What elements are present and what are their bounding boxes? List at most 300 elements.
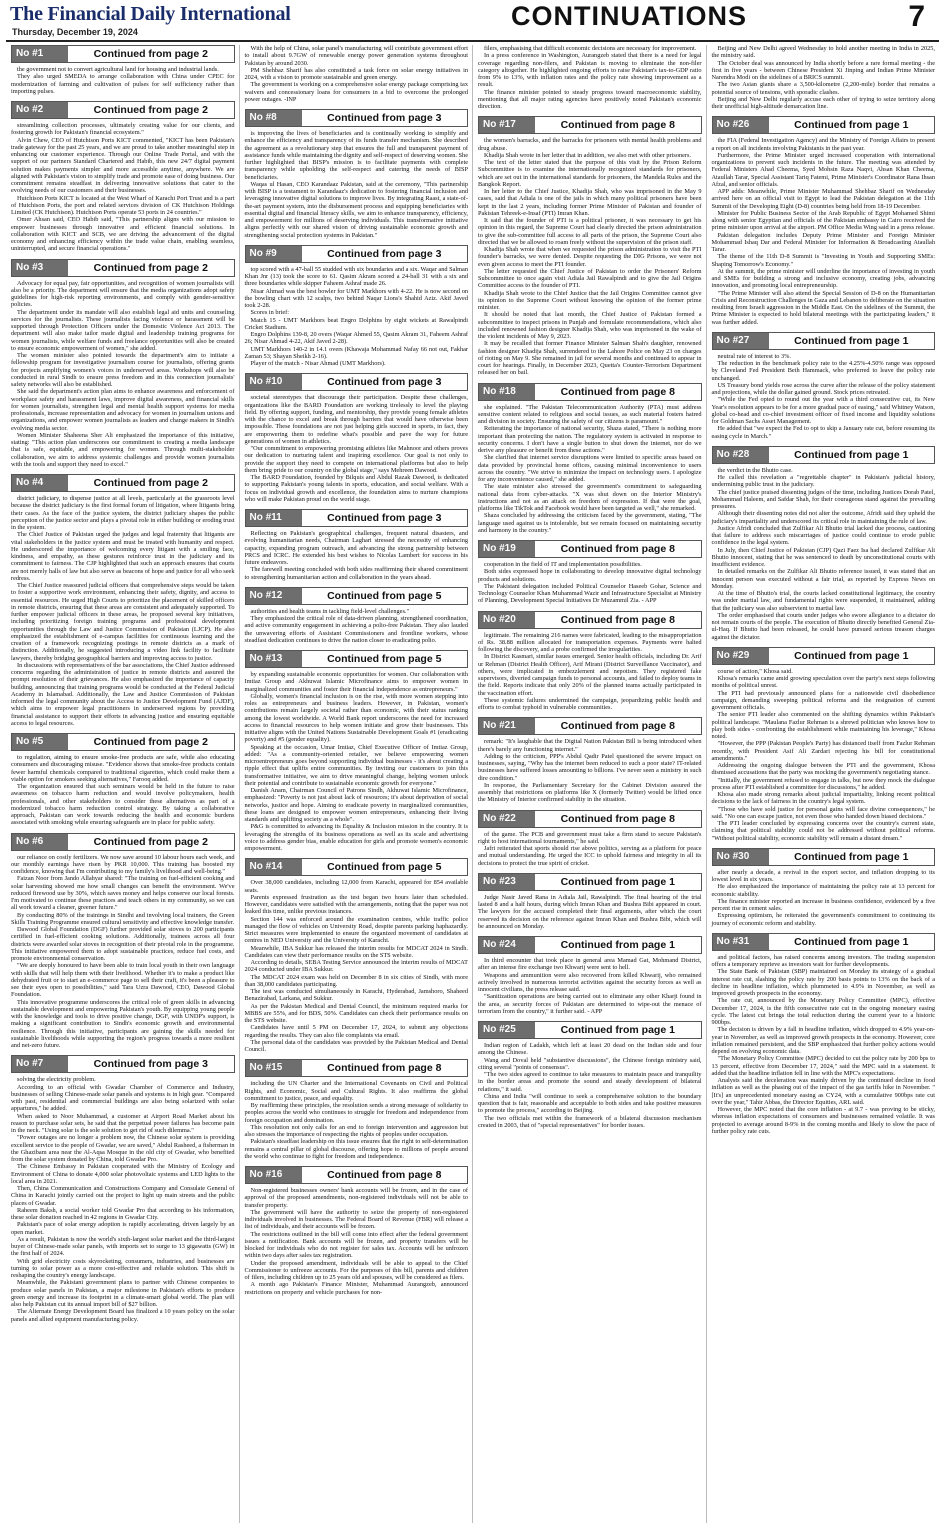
article-paragraph: Engro Dolphins 139-8, 20 overs (Waqar Ahmed 55, Qasim Akram 31, Faheem Ashraf 26; Nisar Ahmad 4-22, Akif Javed 2-28). (244, 331, 468, 346)
continuation-header (478, 611, 702, 629)
article-paragraph: He added that "we expect the Fed to opt to skip a January rate cut, before resuming its easing cycle in March." (711, 425, 935, 440)
article-paragraph: Analysts said the deceleration was mainly driven by the continued decline in food inflation as well as the phasing out of the impact of the gas tariffs hike in November. "[It's] an unprecedented monetary easing as CY24, with a cumulative 900bps rate cut over the year," Tahir Abbas, the Director Equities, ARL said. (711, 1077, 935, 1106)
article-paragraph: The organization ensured that such seminars would be held in the future to raise awareness on tobacco harm reduction and would involve policymakers, health professionals, and other stakeholders to consider these alternatives as part of a modernized tobacco harm reduction control strategy. By taking a collaborative approach, Pakistan can work towards reducing the health and economic burdens associated with smoking while ensuring safeguards are in place for public safety. (11, 783, 235, 827)
continuation-header (478, 1021, 702, 1039)
article-paragraph: P&G is committed to advancing its Equality & Inclusion mission in the country. It is leveraging the strengths of its business operations as well as its scale and advertising voice to address gender bias, enable education for girls and promote women's economic empowerment. (244, 823, 468, 852)
continuation-header (245, 858, 469, 876)
article-paragraph: course of action," Khosa said. (717, 667, 793, 675)
article-number: No #18 (479, 384, 535, 400)
continued-from-label: Continued from page 1 (560, 1024, 675, 1036)
article-paragraph: Globally, women's financial inclusion is on the rise, with more women stepping into roles as entrepreneurs and business leaders. However, in Pakistan, women's contributions remain largely societal rather than economic, with their status ranking among the lowest worldwide. A World Bank report underscores the need for increased access to financial resources to help women initiate and grow their businesses. This initiative aligns with the United Nations Sustainable Development Goals #1 (eradicating poverty) and #5 (gender equality). (244, 692, 468, 744)
article-block (478, 540, 702, 605)
article-paragraph: Weapons and ammunition were also recovered from killed Khwarij, who remained actively involved in numerous terrorist activities against the security forces as well as innocent civilians, the press release said. (478, 971, 702, 993)
continuation-header (712, 848, 936, 866)
article-paragraph: "However, the PPP (Pakistan People's Party) has distanced itself from Fazlur Rehman recently, with President Asif Ali Zardari rejecting his bill for constitutional amendments." (711, 740, 935, 762)
article-paragraph: The October deal was announced by India shortly before a rare formal meeting - the first in five years - between Chinese President Xi Jinping and Indian Prime Minister Narendra Modi on the sidelines of a BRICS summit. (711, 59, 935, 81)
continued-from-label: Continued from page 1 (794, 649, 909, 662)
article-paragraph: At the summit, the prime minister will underline the importance of investing in youth and SMEs for building a strong and inclusive economy, creating jobs, advancing innovation, and promoting local entrepreneurship. (711, 267, 935, 290)
article-paragraph: UMT Markhors 140-2 in 14.1 overs (Khawaja Mohammad Nafay 66 not out, Fakhar Zaman 53; Shayan Sheikh 2-16). (244, 345, 468, 360)
article-paragraph: "The Prime Minister will also attend the Special Session of D-8 on the Humanitarian Crisis and Reconstruction Challenges in Gaza and Lebanon to deliberate on the situation resulting from Israeli aggression in the Middle East. On the sidelines of the Summit, the Prime Minister is expected to hold bilateral meetings with the participating leaders," it was further added. (711, 289, 935, 326)
article-number: No #15 (246, 1060, 302, 1076)
article-paragraph: Under the proposed amendment, individuals will be able to appeal to the Chief Commissioner to unfreeze accounts. For the purposes of this bill, parents and children of filers, including children up to 25 years old and spouses, will be considered as filers. (244, 1259, 468, 1281)
article-number: No #23 (479, 874, 535, 890)
article-paragraph: The order emphasised that courts under judges who swore allegiance to a dictator do not remain courts of the people. The execution of Bhutto directly benefited General Zia-ul-Haq. If Bhutto had been released, he could have pursued serious treason charges against the dictator. (711, 611, 935, 641)
article-paragraph: PM Shehbaz Sharif has also constituted a task force on solar energy initiatives in 2024, with a vision to promote sustainable and green energy. (244, 66, 468, 81)
article-paragraph: Khosa's remarks came amid growing speculation over the party's next steps following months of political unrest. (711, 675, 935, 690)
article-paragraph: including the UN Charter and the International Covenants on Civil and Political Rights, and Economic, Social and Cultural Rights. It also reaffirms the global commitment to justice, peace, and equality. (244, 1080, 468, 1102)
article-block (712, 647, 936, 842)
article-paragraph: The finance minister reported an increase in business confidence, evidenced by a five percent rise in cement sales. (711, 897, 935, 912)
article-paragraph: The letter requested the Chief Justice of Pakistan to order the Prisoners' Reform Subcommittee to once again visit Adiala Jail Rawalpindi and to give the Jail Origins Committee access to the founder of PTI. (478, 267, 702, 290)
continued-from-label: Continued from page 2 (93, 477, 208, 489)
article-paragraph: In detailed remarks on the Zulfikar Ali Bhutto reference issued, it was stated that an innocent person was executed without a fair trial, as reported by Express News on Monday. (711, 568, 935, 590)
article-number: No #3 (12, 260, 68, 276)
article-paragraph: "The two sides agreed to continue to take measures to maintain peace and tranquility in the border areas and promote the sound and steady development of bilateral relations," it said. (478, 1071, 702, 1093)
article-paragraph: However, the MPC noted that the core inflation - at 9.7 - was proving to be sticky, whereas inflation expectations of consumers and businesses remained volatile. It was projected to average around 8-9% in the coming months and likely to slow the pace of further policy rate cuts. (711, 1106, 935, 1135)
article-block (478, 936, 702, 1015)
article-paragraph: Waqas ul Hasan, CEO Karandaaz Pakistan, said at the ceremony, "This partnership with BISP is a testament to Karandaaz's dedication to fostering financial inclusion and leveraging innovative digital solutions to improve lives. By integrating Raast, a state-of-the-art payment system, into the disbursement process and equipping beneficiaries with essential digital and financial literacy skills, we aim to enhance transparency, efficiency, and empowerment for millions of deserving individuals. This transformative initiative aligns perfectly with our shared vision of driving sustainable economic growth and strengthening social protection systems in Pakistan." (244, 180, 468, 239)
article-paragraph: "Initially, the government refused to engage in talks, but now they mock the dialogue process after PTI established a committee for discussions," he added. (711, 776, 935, 791)
article-paragraph: This resolution not only calls for an end to foreign intervention and aggression but also stresses the importance of respecting the rights of peoples under occupation. (244, 1123, 468, 1138)
continuation-header (11, 1055, 235, 1073)
article-paragraph: Parents expressed frustration as the test began two hours later than scheduled. However, candidates were satisfied with the arrangements, noting that the paper was not leaked this time, unlike previous instances. (244, 893, 468, 916)
article-paragraph: The MDCAT 2024 exam was held on December 8 in six cities of Sindh, with more than 38,000 candidates participating. (244, 973, 468, 988)
article-paragraph: Non-registered businesses owners' bank accounts will be frozen, and in the case of approval of the proposed amendments, non-registered individuals will not be able to transfer property. (244, 1187, 468, 1209)
article-number: No #2 (12, 102, 68, 118)
article-number: No #29 (713, 648, 769, 664)
article-paragraph: Khadija Shah wrote that when we requested the prison administration to visit the PTI founder's barracks, we were denied. Despite requesting the DIG Prisons, we were not even given access to meet the PTI founder. (478, 246, 702, 268)
article-paragraph: By reaffirming these principles, the resolution sends a strong message of solidarity to peoples across the world who continues to struggle for freedom and independence from foreign occupation and domination. (244, 1102, 468, 1124)
article-block (245, 373, 469, 503)
article-block (712, 332, 936, 440)
article-paragraph: The BARD Foundation, founded by Bilquis and Abdul Razak Dawood, is dedicated to supporting Pakistan's young talents in sports, education, and social welfare. With a focus on individual growth and excellence, the foundation aims to nurture champions who will make Pakistan proud on the world stage. (244, 474, 468, 503)
article-paragraph: "We are deeply honoured to have been able to train local youth in their own language with skills that will help them with their livelihood. Whether it's to make a product like dehydrated fruit or to start an e-commerce page to sell their craft, it's been a pleasure to see their eyes open to possibilities," said Tara Uzra Dawood, CEO, Dawood Global Foundation. (11, 962, 235, 999)
article-block (11, 833, 235, 1050)
continued-from-label: Continued from page 3 (327, 247, 442, 260)
article-paragraph: Hutchison Ports KICT is located at the West Wharf of Karachi Port Trust and is a part of Hutchison Ports, the port and related services division of CK Hutchison Holdings Limited (CK Hutchison). Hutchison Ports operate 53 ports in 24 countries." (11, 194, 235, 216)
article-number: No #10 (246, 374, 302, 390)
article-number: No #5 (12, 734, 68, 750)
article-block (245, 858, 469, 1053)
article-paragraph: "The Monetary Policy Committee (MPC) decided to cut the policy rate by 200 bps to 13 percent, effective from December 17, 2024," said the MPC said in a statement. It added that the headline inflation fell in line with the MPC's expectations. (711, 1055, 935, 1077)
continuation-header (11, 45, 235, 63)
article-block (245, 1059, 469, 1160)
article-block (478, 810, 702, 867)
article-block (11, 474, 235, 727)
article-paragraph: Indian region of Ladakh, which left at least 20 dead on the Indian side and four among the Chinese. (478, 1042, 702, 1057)
article-block (478, 1021, 702, 1129)
continuation-header (11, 101, 235, 119)
article-paragraph: Beijing and New Delhi regularly accuse each other of trying to seize territory along their unofficial high-altitude demarcation line. (711, 95, 935, 110)
continuation-header (11, 474, 235, 492)
article-paragraph: Omer Ahsan said, CEO Habib said, "This partnership aligns with our mission to empower businesses through innovative and efficient financial solutions. In collaboration with KICT and SCB, we are driving the advancement of the digital economy and enhancing efficiency within the trade value chain, enabling seamless, uninterrupted, and secure financial operations." (11, 216, 235, 253)
article-paragraph: solving the electricity problem. (17, 1076, 96, 1084)
article-paragraph: With grid electricity costs skyrocketing, consumers, industries, and businesses are turning to solar power as a more cost-effective and reliable solution. This shift is reshaping the country's energy landscape. (11, 1257, 235, 1279)
article-paragraph: In third encounter that took place in general area Mamad Gat, Mohmand District, after an intense fire exchange two Khwarij were sent to hell. (478, 957, 702, 972)
continuation-header (478, 383, 702, 401)
continuation-header (245, 373, 469, 391)
article-paragraph: "While the Fed opted to round out the year with a third consecutive cut, its New Year's resolution appears to be for a more gradual pace of easing," said Whitney Watson, global co-head and co-chief investment officer of fixed income and liquidity solutions for Goldman Sachs Asset Management. (711, 396, 935, 425)
article-block (712, 446, 936, 641)
article-paragraph: Jafri reiterated that sports should rise above politics, serving as a platform for peace and mutual understanding. He urged the ICC to uphold fairness and integrity in all its decisions to protect the true spirit of cricket. (478, 845, 702, 867)
continuation-header (245, 1166, 469, 1184)
article-paragraph: Dawood Global Foundation (DGF) further provided solar stoves to 200 participants certified in fuel-efficient cooking solutions. Additionally, trainees across all four districts were awarded solar stoves in recognition of their pivotal role in the programme. This initiative empowered them to adopt sustainable practices, reduce fuel costs, and promote environmental conservation. (11, 926, 235, 962)
article-paragraph: Pakistan's steadfast leadership on this issue ensures that the right to self-determination remains a central pillar of global discourse, offering hope to millions of people around the world who continue to fight for freedom and independence. (244, 1138, 468, 1160)
article-paragraph: Alvin Chew, CEO of Hutchison Ports KICT commented, "KICT has been Pakistan's trade gateway for the past 25 years, and we are proud to take another meaningful step in enhancing our customer experience. Through our Online Trade Portal, and with the support of our partners Standard Chartered and Habib, this new 24/7 digital payment solution makes payments simpler and more accessible anytime, anywhere. We are aligned with Pakistan's vision to simplify trade and promote ease of doing business. Our commitment remains steadfast in delivering innovative solutions that cater to the evolving needs of our customers and their businesses. (11, 136, 235, 195)
article-paragraph: With the help of China, solar panel's manufacturing will contribute government effort to install about 9.7GW of renewable energy power generation systems throughout Pakistan by around 2030. (244, 45, 468, 67)
continued-from-label: Continued from page 2 (93, 261, 208, 274)
continuation-header (712, 647, 936, 665)
article-paragraph: The rate cut, announced by the Monetary Policy Committee (MPC), effective December 17, 2024, is the fifth consecutive rate cut in the ongoing monetary easing cycle. The latest cut brings the total reduction during the current year to a historic 900bps. (711, 997, 935, 1026)
article-paragraph: The theme of the 11th D-8 Summit is "Investing in Youth and Supporting SMEs: Shaping Tomorrow's Economy." (711, 253, 935, 268)
continuation-header (11, 833, 235, 851)
article-block (712, 848, 936, 927)
article-paragraph: "Those who have sold justice for personal gains will face divine consequences," he said. "No one can escape justice, not even those who handed down biased decisions." (711, 805, 935, 820)
continued-from-label: Continued from page 8 (560, 385, 675, 398)
article-block (245, 587, 469, 644)
article-block (11, 1055, 235, 1323)
article-paragraph: top scored with a 47-ball 55 studded with six boundaries and a six. Waqar and Salman Khan Jnr (13) took the score to 61. Qasim Akram scored a 24-ball 31 with a six and three boundaries while skipper Faheem Ashraf made 26. (244, 265, 468, 288)
article-block (478, 717, 702, 803)
article-paragraph: she explained. "The Pakistan Telecommunication Authority (PTA) must address sensitive content related to religious and social issues, as such material fosters hatred and division in society. Ensuring the safety of our citizens is paramount." (478, 403, 702, 425)
article-columns (6, 45, 939, 1523)
page-number: 7 (908, 0, 925, 33)
article-paragraph: legitimate. The remaining 216 names were fabricated, leading to the misappropriation of Rs. 38.88 million allocated for transportation expenses. Payments were halted following the discovery, and a probe confirmed the irregularities. (478, 631, 702, 653)
article-number: No #16 (246, 1167, 302, 1183)
article-paragraph: authorities and health teams in tackling field-level challenges." (250, 607, 410, 615)
continuation-header (245, 245, 469, 263)
article-paragraph: Reflecting on Pakistan's geographical challenges, frequent natural disasters, and evolving humanitarian needs, Chairman Laghari stressed the necessity of enhancing capacity, expanding program outreach, and advancing the strong partnership between PRCS and ICRC. He extended his best wishes to Nicolas Lambert for success in his future endeavors. (244, 530, 468, 566)
continuation-header (712, 446, 936, 464)
article-number: No #11 (246, 510, 302, 526)
continued-from-label: Continued from page 8 (560, 720, 675, 733)
article-paragraph: When asked to Noor Muhammad, a customer at Airport Road Market about his reason to purchase solar sets, he said that the perpetual power failures has become pain in the neck. "Using solar is the sole solution to get rid of such dilemma." (11, 1112, 235, 1134)
article-paragraph: These systemic failures undermined the campaign, jeopardizing public health and efforts to combat typhoid in vulnerable communities. (478, 696, 702, 711)
article-paragraph: The Pakistani delegation included Political Counselor Haseeb Gohar, Science and Technology Counselor Khan Muhammad Wazir and Infrastructure Specialist at Ministry of Planning, Development Special Initiatives Dr Muzammil Zia. - APP (478, 582, 702, 605)
continued-from-label: Continued from page 3 (93, 1058, 208, 1071)
article-paragraph: By conducting 80% of the trainings in Sindhi and involving local trainers, the Green Skills Training Programme ensured cultural sensitivity and effective knowledge transfer. (11, 911, 235, 926)
article-number: No #31 (713, 934, 769, 950)
article-paragraph: Furthermore, the Prime Minister urged increased cooperation with international organizations to prevent such incidents in the future. The meeting was attended by Federal Ministers Ahad Cheema, Syed Mohsin Raza Naqvi, Ahsan Khan Cheema, Ataullah Tarar, Special Assistant Tariq Fatemi, Prime Minister's Coordinator Rana Ihsan Afzal, and senior officials. (711, 151, 935, 188)
article-paragraph: "Power outages are no longer a problem now, the Chinese solar system is providing excellent service to the people of Gwadar, we are saved," Abdul Rasheed, a fisherman in the Ghazibam area near the Al-Aqsa Mosque in the old city of Gwadar, who benefited from the solar system donated by China, told Gwadar Pro. (11, 1134, 235, 1163)
article-paragraph: According to details, SEBA Testing Service announced the interim results of MDCAT 2024 conducted under IBA Sukkur. (244, 959, 468, 974)
continued-from-label: Continued from page 8 (560, 613, 675, 626)
article-number: No #22 (479, 811, 535, 827)
article-paragraph: In discussions with representatives of the bar associations, the Chief Justice addressed concerns regarding the administration of justice in remote districts and assured the prompt resolution of their grievances. He also emphasized the importance of capacity building, announcing that training programs would be conducted at the Federal Judicial Academy in Islamabad. Additionally, the Law and Justice Commission of Pakistan informed the legal community about the Access to Justice Development Fund (AJDF), which aims to empower legal practitioners in underserved regions by providing financial assistance to support their efforts in advancing justice and ensuring equitable access to legal resources. (11, 661, 235, 727)
continuation-header (712, 933, 936, 951)
article-paragraph: Wang and Doval held "substantive discussions", the Chinese foreign ministry said, citing several "points of consensus". (478, 1056, 702, 1071)
article-block (712, 45, 936, 110)
continuation-header (478, 717, 702, 735)
article-block (712, 116, 936, 326)
article-paragraph: The government is working on a comprehensive solar energy package comprising tax waivers and concessionary loans for consumers in a bid to overcome the prolonged power outages. -INP (244, 81, 468, 103)
article-paragraph: Judge Nasir Javed Rana in Adiala Jail, Rawalpindi. The final hearing of the trial lasted 8 and a half hours, during which Imran Khan and Bushra Bibi appeared in court. The lawyers for the accused completed their final arguments, after which the court reserved its decision on the reference against Imran Khan and Bushra Bibi, which will be announced on Monday. (478, 893, 702, 930)
article-paragraph: Match 15 - UMT Markhors beat Engro Dolphins by eight wickets at Rawalpindi Cricket Stadium. (244, 316, 468, 331)
article-number: No #13 (246, 651, 302, 667)
article-paragraph: Both sides expressed hope in collaborating to develop innovative digital technology products and solutions. (478, 568, 702, 583)
article-paragraph: The two Asian giants share a 3,500-kilometre (2,200-mile) border that remains a potential source of tensions, with sporadic clashes. (711, 81, 935, 96)
continued-from-label: Continued from page 1 (794, 334, 909, 347)
article-paragraph: The government will have the authority to seize the property of non-registered individuals involved in businesses. The Federal Board of Revenue (FBR) will release a list of individuals, and their accounts will be frozen. (244, 1208, 468, 1231)
article-paragraph: cooperation in the field of IT and implementation possibilities. (484, 561, 642, 568)
continuation-header (478, 873, 702, 891)
article-paragraph: Over 38,000 candidates, including 12,000 from Karachi, appeared for 854 available seats. (244, 879, 468, 894)
article-paragraph: district judiciary, to dispense justice at all levels, particularly at the grassroots level because the district judiciary is the first formal forum of litigation, where litigants bring their cases. As the face of the justice system, the district judiciary shapes the public perception of the justice sector and plays a pivotal role in either building or eroding trust in the system. (11, 495, 235, 531)
continued-from-label: Continued from page 5 (327, 861, 442, 874)
article-paragraph: The women minister also pointed towards the department's aim to initiate a fellowship program for investigative journalism course for journalists, offering grants for projects amplifying women's voices in underserved areas. Workshops will also be conducted in rural Sindh to ensure press freedom and in this connection journalists' safety networks will also be established. (11, 352, 235, 388)
article-paragraph: "Sanitization operations are being carried out to eliminate any other Kharji found in the area, as security forces of Pakistan are determined to wipe-out the menace of terrorism from the country," it further said. - APP (478, 993, 702, 1015)
article-number: No #30 (713, 849, 769, 865)
continuation-header (11, 259, 235, 277)
continuation-header (245, 109, 469, 127)
article-paragraph: Minister for Public Business Sector of the Arab Republic of Egypt Mohamed Shimi along with senior Egyptian and officials of the Pakistan embassy in Cairo received the prime minister upon arrival at the airport. PM Office Media Wing said in a press release. (711, 209, 935, 232)
article-paragraph: Section 144 was enforced around the examination centres, while traffic police managed the flow of vehicles on University Road, despite parents parking haphazardly. Strict measures were implemented to ensure the organized movement of candidates at centres in NED University and the University of Karachi. (244, 915, 468, 945)
article-number: No #7 (12, 1056, 68, 1072)
continuation-header (245, 509, 469, 527)
article-paragraph: The text of the letter stated that the purpose of this visit by the Prison Reform Subcommittee is to examine the internationally recognized standards for prisoners, which are set out in the international standards for prisoners, the Mandela Rules and the Bangkok Report. (478, 159, 702, 188)
continued-from-label: Continued from page 1 (560, 875, 675, 888)
article-paragraph: and political factors, has raised concerns among investors. The trading suspension offers a temporary reprieve as investors wait for further developments. (711, 953, 935, 968)
article-paragraph: At the time of Bhutto's trial, the courts lacked constitutional legitimacy, the country was under martial law, and fundamental rights were suspended, it maintained, adding that the judiciary was also subservient to martial law. (711, 590, 935, 612)
continued-from-label: Continued from page 8 (327, 1062, 442, 1075)
article-paragraph: Khosa also made strong remarks about judicial impartiality, linking recent political decisions to the lack of fairness in the country's legal system. (711, 791, 935, 806)
article-paragraph: Shaza concluded by addressing the criticism faced by the government, stating, "The language used against us is intolerable, but we remain focused on maintaining security and harmony in the country." (478, 512, 702, 534)
article-paragraph: This innovative programme underscores the critical role of green skills in advancing sustainable development and empowering Pakistan's youth. By equipping young people with the knowledge and tools to drive positive change, DGF, with UNDP's support, is making a significant contribution to Sindh's economic growth and environmental resilience. Through this initiative, participants are gaining the skills needed for sustainable livelihoods while supporting the region's progress towards a more resilient and net-zero future. (11, 998, 235, 1049)
article-paragraph: of the game. The PCB and government must take a firm stand to secure Pakistan's right to host international tournaments," he said. (478, 830, 702, 845)
continued-from-label: Continued from page 5 (327, 589, 442, 602)
article-paragraph: The decision is driven by a fall in headline inflation, which dropped to 4.9% year-on-year in November, as well as improved growth prospects in the economy. However, core inflation remained persistent, and the SBP emphasized that further policy actions would depend on evolving economic data. (711, 1026, 935, 1055)
article-paragraph: US Treasury bond yields rose across the curve after the release of the policy statement and projections, while the dollar gained ground. Stock prices retreated. (711, 381, 935, 396)
article-block (478, 383, 702, 535)
article-block (245, 45, 469, 103)
article-paragraph: It should be noted that last month, the Chief Justice of Pakistan formed a subcommittee to inspect prisons in Punjab and formulate recommendations, which also included renowned fashion designer Khadija Shah, who was imprisoned in the wake of the violent incidents of May 9, 2023. (478, 311, 702, 340)
continued-from-label: Continued from page 5 (327, 653, 442, 665)
continued-from-label: Continued from page 2 (93, 48, 208, 60)
continuation-header (712, 116, 936, 134)
article-paragraph: A month ago Pakistan's Finance Minister, Muhammad Aurangzeb, announced restrictions on property and vehicle purchases for non- (244, 1281, 468, 1296)
article-paragraph: Advocacy for equal pay, fair opportunities, and recognition of women journalists will also be a priority. The department will ensure that the media organizations adopt safety guidelines for high-risk reporting environments, and comply with gender-sensitive policies. (11, 279, 235, 309)
article-number: No #26 (713, 117, 769, 133)
article-number: No #25 (479, 1022, 535, 1038)
continued-from-label: Continued from page 3 (327, 112, 442, 124)
article-paragraph: Danish Anam, Chairman Council of Patrons Sindh, Akhuwat Islamic Microfinance, emphasized: "Poverty is not just about lack of resources; it's about deprivation of social networks, justice and hope. Aiming to eradicate poverty in marginalized communities, these loans are designed to empower women entrepreneurs, enhancing their living standards and uplifting society as a whole". (244, 787, 468, 823)
article-number: No #21 (479, 718, 535, 734)
article-paragraph: Nisar Ahmad was the best bowler for UMT Markhors with 4-22. He is now second on the bowling chart with 12 scalps, two behind Naqar Lions's Shahid Aziz. Akif Javed took 2-28. (244, 287, 468, 309)
column-1 (6, 45, 240, 1523)
continued-from-label: Continued from page 8 (560, 543, 675, 555)
article-block (245, 245, 469, 368)
article-paragraph: In July, then Chief Justice of Pakistan (CJP) Qazi Faez Isa had declared Zulfikar Ali Bhutto innocent, stating that he was sentenced to death by unconstitutional courts with insufficient evidence. (711, 546, 935, 568)
masthead (6, 0, 939, 42)
article-paragraph: the women's barracks, and the barracks for prisoners with mental health problems and drug abuse. (478, 137, 702, 152)
section-title: CONTINUATIONS (511, 1, 747, 31)
continued-from-label: Continued from page 1 (794, 448, 909, 461)
article-block (245, 1166, 469, 1296)
article-paragraph: The PTI leader concluded by expressing concerns over the country's current state, claiming that political stability could not be addressed without political reforms. "Without political stability, economic stability will remain a distant dream." (711, 820, 935, 842)
article-paragraph: It may be recalled that former Finance Minister Salman Shah's daughter, renowned fashion designer Khadija Shah, surrendered to the Lahore Police on May 23 on charges of rioting on May 9. She remained in jail for several months and continued to appear in court for hearings. Finally, in December 2023, Quetta's Counter-Terrorism Department released her on bail. (478, 340, 702, 377)
article-paragraph: "Our commitment to empowering promising athletes like Mahnoor and others proves our dedication to nurturing talent and inspiring excellence. Our goal is not only to provide the support they need to compete on international platforms but also to help them bring pride to our country on the global stage," says Mehreen Dawood. (244, 445, 468, 474)
continued-from-label: Continued from page 1 (794, 850, 909, 863)
article-paragraph: China and India "will continue to seek a comprehensive solution to the boundary question that is fair, reasonable and acceptable to both sides and take positive measures to promote the process," according to Beijing. (478, 1092, 702, 1115)
article-block (478, 611, 702, 712)
article-paragraph: Meanwhile, IBA Sukkur has released the interim results for MDCAT 2024 in Sindh. Candidates can view their performance results on the STS website. (244, 944, 468, 959)
article-paragraph: neutral rate of interest to 3%. (717, 352, 791, 360)
continuation-header (245, 587, 469, 605)
article-block (245, 509, 469, 581)
article-number: No #14 (246, 859, 302, 875)
article-block (712, 933, 936, 1135)
article-paragraph: Then, China Communication and Constructions Company and Consulate General of China in Karachi jointly carried out the project to light up main streets and the public places of Gwadar. (11, 1185, 235, 1207)
article-paragraph: In a press conference in Washington, Aurangzeb stated that there is a need for legal coverage regarding non-filers, and Pakistan is moving to eliminate the non-filer category altogether. He highlighted ongoing efforts to raise Pakistan's tax-to-GDP ratio from 9% to 13%, with inflation rates and the policy rate showing improvement as a result. (478, 52, 702, 89)
continuation-header (478, 540, 702, 558)
article-block (478, 45, 702, 110)
continued-from-label: Continued from page 1 (794, 119, 909, 132)
article-paragraph: The two officials met within the framework of a bilateral discussion mechanism created in 2003, that of "special representatives" for border issues. (478, 1114, 702, 1129)
article-paragraph: Reiterating the importance of national security, Shaza stated, "There is nothing more important than protecting the nation. The regulatory system is activated in response to security concerns. I don't have a single button to shut down the internet, nor do we derive any pleasure or benefit from these actions." (478, 425, 702, 454)
article-paragraph: Women Minister Shaheena Sher Ali emphasized the importance of this initiative, stating: "This action plan underscores our commitment to creating a media landscape that is safe, equitable, and empowering for women. Through multi-stakeholder collaboration, we aim to address systemic challenges and provide women journalists with the tools and support they need to excel." (11, 431, 235, 468)
article-paragraph: The PTI had previously announced plans for a nationwide civil disobedience campaign, demanding sweeping political reforms and the resignation of current government officials. (711, 689, 935, 711)
continued-from-label: Continued from page 8 (560, 812, 675, 825)
article-paragraph: Adding to the criticism, PPP's Abdul Qadir Patel questioned the severe impact on businesses, saying, "Why has the internet been reduced to such a poor state? IT-related businesses have suffered losses amounting to billions. I've never seen a ministry in such dire condition." (478, 752, 702, 782)
article-paragraph: She clarified that internet service disruptions were limited to specific areas based on data provided by provincial home offices, causing minimal inconvenience to users across the country. "We strive to minimize the impact on technology users. I apologize for any inconvenience caused," she added. (478, 454, 702, 483)
article-paragraph: remark: "It's laughable that the Digital Nation Pakistan Bill is being introduced when there's barely any functioning internet." (478, 738, 702, 753)
article-paragraph: The department under its mandate will also establish legal aid units and counseling services for the journalists. These journalists facing violence or harassment will be supported through Protection Officers under the Domestic Violence Act 2013. The department will also make tailor made digital and leadership training programs for women journalists, while welfare funds and freelance opportunities will also be created to ensure economic empowerment of women," she added. (11, 308, 235, 352)
article-paragraph: She said the department's action plan aims to enhance awareness and enforcement of workplace safety and harassment laws, improve digital awareness, and financial skills for women journalists, strengthen legal and mental health support systems for media professionals, increase representation and advocacy for women in journalism unions and organizations, and empower women journalists as leaders and change makers in Sindh's evolving media sector. (11, 388, 235, 432)
article-paragraph: They also urged SMEDA to arrange collaboration with China under CPEC for modernization of farming and cultivation of pulses for self sufficiency rather than importing pulses. (11, 73, 235, 95)
article-number: No #9 (246, 246, 302, 262)
column-3 (473, 45, 707, 1523)
article-paragraph: They emphasized the critical role of data-driven planning, strengthened coordination, and active community engagement in achieving a polio-free Pakistan. They also lauded the unwavering efforts of Assistant Commissioners and frontline workers, whose steadfast dedication continues to drive the nation closer to eradicating polio. (244, 615, 468, 644)
article-paragraph: Although their dissenting notes did not alter the outcome, Afridi said they upheld the judiciary's impartiality and underscored its critical role in maintaining the rule of law. (711, 510, 935, 525)
article-paragraph: As a result, Pakistan is now the world's sixth-largest solar market and the third-largest buyer of Chinese-made solar panels, with imports set to surge to 13 gigawatts (GW) in the first half of 2024. (11, 1235, 235, 1258)
continued-from-label: Continued from page 3 (327, 376, 442, 389)
continuation-header (478, 810, 702, 828)
article-paragraph: The Alternate Energy Development Board has finalized a 10 years policy on the solar panels and allied equipment manufacturing policy. (11, 1308, 235, 1323)
article-number: No #20 (479, 612, 535, 628)
continued-from-label: Continued from page 8 (327, 1169, 442, 1181)
article-paragraph: In her letter to the Chief Justice, Khadija Shah, who was imprisoned in the May 9 cases, said that Adiala is one of the jails in which many political prisoners have been kept in the last 2 years, including former Prime Minister of Pakistan and founder of Pakistan Tehreek-e-Insaf (PTI) Imran Khan. (478, 188, 702, 217)
article-paragraph: As per the Pakistan Medical and Dental Council, the minimum required marks for MBBS are 55%, and for BDS, 50%. Candidates can check their performance results on the STS website. (244, 1002, 468, 1024)
continued-from-label: Continued from page 2 (93, 104, 208, 116)
continued-from-label: Continued from page 3 (327, 512, 442, 524)
article-paragraph: Meanwhile, the Pakistani government plans to partner with Chinese companies to produce solar panels in Pakistan, a major milestone in Pakistan's efforts to produce green energy and increase its footprint in a climate-smart global world. The plan will also help Pakistan cut its annual import bill of $27 billion. (11, 1279, 235, 1308)
article-paragraph: Speaking at the occasion, Umar Imtiaz, Chief Executive Officer of Imtiaz Group, added: "As a community-oriented retailer, we believe empowering women microentrepreneurs goes beyond supporting individual businesses - it's about creating a ripple effect that uplifts entire communities. By inviting our customers to join this transformative initiative, we aim to drive meaningful change, helping women unlock their potential and contribute to sustainable economic growth for everyone." (244, 743, 468, 787)
article-number: No #19 (479, 541, 535, 557)
article-paragraph: The personal data of the candidates was provided by the Pakistan Medical and Dental Council. (244, 1038, 468, 1053)
article-paragraph: Expressing optimism, he reiterated the government's commitment to continuing its journey of economic reform and stability. (711, 912, 935, 927)
article-paragraph: The test was conducted simultaneously in Karachi, Hyderabad, Jamshoro, Shaheed Benazirabad, Larkana, and Sukkur. (244, 988, 468, 1003)
article-paragraph: by expanding sustainable economic opportunities for women. Our collaboration with Imtiaz Group and Akhuwat Islamic Microfinance aims to empower women in marginalized communities and foster their financial independence as entrepreneurs." (244, 671, 468, 693)
article-paragraph: streamlining collection processes, ultimately creating value for our clients, and fostering growth for Pakistan's financial ecosystem." (11, 122, 235, 137)
article-paragraph: after nearly a decade, a revival in the export sector, and inflation dropping to its lowest level in six years. (711, 868, 935, 883)
article-number: No #12 (246, 588, 302, 604)
column-4 (707, 45, 940, 1523)
article-number: No #8 (246, 110, 302, 126)
article-number: No #4 (12, 475, 68, 491)
continuation-header (478, 116, 702, 134)
continued-from-label: Continued from page 2 (93, 835, 208, 848)
continuation-header (478, 936, 702, 954)
article-paragraph: the FIA (Federal Investigation Agency) and the Ministry of Foreign Affairs to present a report on all incidents involving Pakistanis in the past year. (711, 137, 935, 152)
article-paragraph: The Chief Justice reassured judicial officers that comprehensive steps would be taken to foster a supportive work environment, enhancing their safety, dignity, and access to essential resources. He urged High Courts to prioritize the placement of skilled officers in remote districts, ensuring that these areas are consistent and adequately supported. To further empower judicial officers in these areas, he proposed several key initiatives, including prioritizing foreign training programs and professional development opportunities through the Law and Justice Commission of Pakistan (LJCP). He also emphasized the establishment of e-campus facilities for continuous learning and the creation of a framework recognizing postings in remote districts as a mark of distinction. Additionally, he suggested introducing a video link facility to facilitate lawyers, thereby bridging geographical barriers and improving access to justice. (11, 582, 235, 662)
article-paragraph: The Chief Justice of Pakistan urged the judges and legal fraternity that litigants are vital stakeholders in the justice system and must be treated with humanity and respect. He underscored the importance of welcoming every litigant with a smiling face, kindness, and empathy, as these gestures reinforce trust in the judiciary and its commitment to fairness. The CJP highlighted that such an approach ensures that courts are not merely halls of law but also serve as beacons of hope and justice for all who seek redress. (11, 531, 235, 582)
article-paragraph: Khadija Shah wrote in her letter that in addition, we also met with other prisoners. (484, 151, 692, 159)
article-paragraph: Scores in brief: (250, 309, 289, 317)
article-number: No #24 (479, 937, 535, 953)
article-block (245, 109, 469, 239)
continuation-header (11, 733, 235, 751)
article-paragraph: It said that the founder of PTI is a political prisoner, it was necessary to get his opinion in this regard, the Supreme Court had clearly directed the prison administration to give the sub-committee full access to all parts of the prison, the Supreme Court also directed that we be allowed to roam freely without the supervision of the prison staff. (478, 217, 702, 246)
article-paragraph: Player of the match - Nisar Ahmad (UMT Markhors). (250, 360, 386, 367)
article-paragraph: the government not to convert agricultural land for housing and industrial lands. (17, 66, 219, 73)
article-number: No #17 (479, 117, 535, 133)
article-number: No #1 (12, 46, 68, 62)
article-paragraph: is improving the lives of beneficiaries and is continually working to simplify and enhance the efficiency and transparency of its funds transfer mechanism. She described the agreement as a revolutionary step that ensures the full and transparent payment of assistance funds while maintaining the dignity and self-respect of deserving women. She further highlighted that BISP's mission is to facilitate payments with complete transparency while upholding the self-respect and catering the needs of BISP beneficiaries. (244, 130, 468, 181)
article-paragraph: In District Kasmari, similar issues emerged. Senior health officials, including Dr. Arif ur Rehman (District Health Officer), Arif Mirani (District Surveillance Vaccinator), and others, were implicated in embezzlement and nepotism. They registered fake supervisors, diverted campaign funds to personal accounts, and failed to deploy teams in the field. Reports indicate that only 20% of the planned teams actually participated in the vaccination effort. (478, 653, 702, 697)
article-paragraph: He called this revelation a "regrettable chapter" in Pakistan's judicial history, undermining public trust in the judiciary. (711, 474, 935, 489)
article-paragraph: According to an official with Gwadar Chamber of Commerce and Industry, businesses of selling Chinese-made solar panels and systems is in high gear. "Compared with past, residential and commercial buildings are also being solarized with solar appartures," he added. (11, 1083, 235, 1113)
article-block (11, 733, 235, 827)
article-paragraph: our reliance on costly fertilizers. We now save around 10 labour hours each week, and our monthly earnings have risen by PKR 10,000. This training has boosted my confidence, knowing that I'm contributing to my family's livelihood and well-being." (11, 853, 235, 875)
article-paragraph: Raheem Baksh, a social worker told Gwadar Pro that according to his information, these solar donation reached in 42 regions in Gwadar City. (11, 1206, 235, 1221)
article-paragraph: In response, the Parliamentary Secretary for the Cabinet Division assured the assembly that restrictions on platforms like X (formerly Twitter) would be lifted once the Ministry of Interior confirmed stability in the situation. (478, 781, 702, 804)
article-number: No #28 (713, 447, 769, 463)
article-paragraph: Pakistan delegation includes Deputy Prime Minister and Foreign Minister Mohammad Ishaq Dar and Federal Minister for Information & Broadcasting Ataullah Tarar. (711, 231, 935, 253)
article-paragraph: Faizan Noor from Jando Allahyar shared: "The training on fuel-efficient cooking and solar harvesting showed me how small changes can benefit the environment. We've reduced firewood use by 30%, which saves money and helps conserve our local forests. I'm motivated to continue these practices and teach others in my community, so we can all work toward a cleaner, greener future." (11, 875, 235, 912)
article-paragraph: The chief justice praised dissenting judges of the time, including Justices Dorab Patel, Mohammad Haleem, and Safdar Shah, for their courageous stand against the prevailing pressures. (711, 488, 935, 510)
article-paragraph: The state minister also stressed the government's commitment to safeguarding national data from cyber-attacks. "X was shut down on the Interior Ministry's instructions and not as an attack on freedom of expression. If that were the goal, platforms like TikTok and Facebook would have been targeted as well," she remarked. (478, 483, 702, 512)
article-paragraph: The Chinese Embassy in Pakistan cooperated with the Ministry of Ecology and Environment of China to donate 4,000 solar photovoltaic systems and LED lights to the local area in 2021. (11, 1163, 235, 1185)
continued-from-label: Continued from page 2 (93, 736, 208, 748)
article-paragraph: filers, emphasising that difficult economic decisions are necessary for improvement. (484, 45, 697, 52)
article-paragraph: He also emphasized the importance of maintaining the policy rate at 13 percent for economic stability. (711, 883, 935, 898)
article-paragraph: Justice Afridi concluded that Zulfikar Ali Bhutto trial lacked due process, cautioning that failure to address such miscarriages of justice could continue to erode public confidence in the legal system. (711, 524, 935, 547)
article-block (11, 101, 235, 253)
article-paragraph: APP adds: Meanwhile, Prime Minister Muhammad Shehbaz Sharif on Wednesday arrived here on an official visit to Egypt to lead the Pakistan delegation at the 11th Summit of the Developing Eight (D-8) countries being held from 18-19 December. (711, 188, 935, 210)
article-paragraph: the verdict in the Bhutto case. (717, 466, 793, 474)
article-paragraph: The senior PTI leader also commented on the shifting dynamics within Pakistan's political landscape. "Maulana Fazlur Rehman is a shrewd politician who knows how to play both sides - confronting the establishment while maintaining his leverage," Khosa noted. (711, 711, 935, 740)
continuation-header (245, 650, 469, 668)
article-block (11, 45, 235, 95)
article-paragraph: to regulation, aiming to ensure smoke-free products are safe, while also educating consumers and discouraging misuse. "Evidence shows that smoke-free products contain fewer harmful chemicals compared to traditional cigarettes, which could make them a viable option for smokers seeking alternatives," Farooq added. (11, 754, 235, 783)
article-block (478, 116, 702, 376)
publication-date: Thursday, December 19, 2024 (12, 27, 138, 37)
article-paragraph: societal stereotypes that discourage their participation. Despite these challenges, organizations like the BARD Foundation are working tirelessly to level the playing field. By offering support, funding, and mentorship, they provide young female athletes with the chance to excel and break through barriers that would have otherwise been impossible. These foundations are not just helping girls succeed in sports, in fact, they are empowering them to redefine what's possible and pave the way for future generations of women in athletics. (244, 394, 468, 445)
article-paragraph: Khadija Shah wrote to the Chief Justice that the Jail Origins Committee cannot give its opinion to the Supreme Court without knowing the opinion of the former prime minister. (478, 289, 702, 311)
continued-from-label: Continued from page 1 (560, 939, 675, 951)
article-paragraph: Candidates have until 5 PM on December 17, 2024, to submit any objections regarding the results. They can also file complaints via email. (244, 1024, 468, 1039)
article-paragraph: Beijing and New Delhi agreed Wednesday to hold another meeting in India in 2025, the ministry said. (711, 45, 935, 60)
newspaper-title: The Financial Daily International (10, 3, 291, 25)
continued-from-label: Continued from page 1 (794, 935, 909, 948)
article-paragraph: The State Bank of Pakistan (SBP) maintained on Monday its strategy of a gradual interest rate cut, slashing the policy rate by 200 basis points to 13% on the back of a decline in headline inflation, which plummeted to 4.9% in November, as well as improved growth prospects in the economy. (711, 968, 935, 997)
column-2 (240, 45, 474, 1523)
article-paragraph: The finance minister pointed to steady progress toward macroeconomic stability, mentioning that all major rating agencies have positively noted Pakistan's economic direction. (478, 88, 702, 110)
article-block (478, 873, 702, 930)
article-paragraph: Addressing the ongoing dialogue between the PTI and the government, Khosa dismissed accusations that the party was mocking the government's negotiating stance. (711, 762, 935, 777)
article-paragraph: The restrictions outlined in the bill will come into effect after the federal government issues a notification. Bank accounts will be frozen, and property transfers will be blocked for individuals who do not register for sales tax. Accounts will be unfrozen within two days after sales tax registration. (244, 1230, 468, 1260)
continuation-header (245, 1059, 469, 1077)
article-block (245, 650, 469, 852)
article-paragraph: The farewell meeting concluded with both sides reaffirming their shared commitment to strengthening humanitarian action and collaboration in the years ahead. (244, 566, 468, 581)
article-number: No #27 (713, 333, 769, 349)
continuation-header (712, 332, 936, 350)
article-paragraph: Pakistan's pace of solar energy adoption is rapidly accelerating, driven largely by an open market. (11, 1221, 235, 1236)
continued-from-label: Continued from page 8 (560, 119, 675, 132)
article-paragraph: The reduction in the benchmark policy rate to the 4.25%-4.50% range was opposed by Cleveland Fed President Beth Hammack, who preferred to leave the policy rate unchanged. (711, 360, 935, 382)
article-number: No #6 (12, 834, 68, 850)
article-block (11, 259, 235, 469)
